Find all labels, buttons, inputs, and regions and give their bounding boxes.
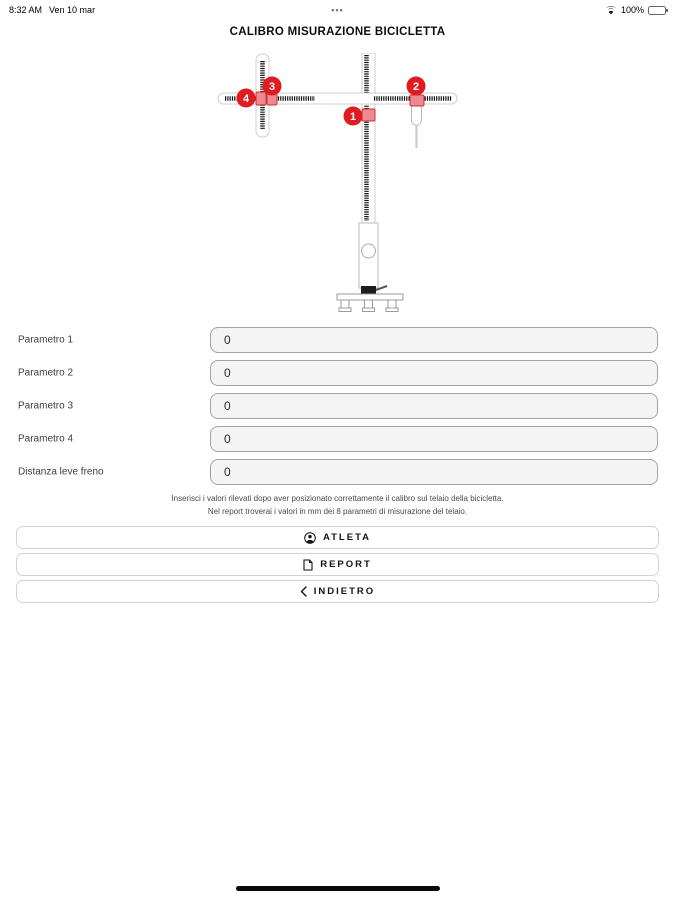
badge-1-number: 1 <box>349 111 357 123</box>
field-label-parametro-4: Parametro 4 <box>18 433 74 445</box>
report-button-label: REPORT <box>320 559 372 570</box>
form-row-distanza-leve-freno <box>0 459 675 485</box>
parametro-2-input[interactable] <box>210 360 658 386</box>
status-bar <box>0 0 675 20</box>
field-label-distanza-leve-freno: Distanza leve freno <box>18 466 104 478</box>
field-label-parametro-1: Parametro 1 <box>18 334 74 346</box>
badge-3-number: 3 <box>268 81 276 93</box>
home-indicator[interactable] <box>236 886 440 891</box>
report-button[interactable] <box>16 553 659 576</box>
indietro-button[interactable] <box>16 580 659 603</box>
battery-percent: 100% <box>620 5 644 15</box>
chevron-left-icon <box>300 586 307 597</box>
caliper-diagram <box>210 53 460 318</box>
parametro-3-input[interactable] <box>210 393 658 419</box>
form-row-parametro-3 <box>0 393 675 419</box>
parametro-1-input[interactable] <box>210 327 658 353</box>
report-document-icon <box>303 559 313 571</box>
indietro-button-label: INDIETRO <box>313 586 376 597</box>
form-row-parametro-2 <box>0 360 675 386</box>
atleta-button[interactable] <box>16 526 659 549</box>
page-title: CALIBRO MISURAZIONE BICICLETTA <box>229 26 446 38</box>
distanza-leve-freno-input[interactable] <box>210 459 658 485</box>
field-label-parametro-3: Parametro 3 <box>18 400 74 412</box>
tripod-base <box>337 294 403 312</box>
atleta-button-label: ATLETA <box>322 532 372 543</box>
action-buttons <box>16 526 659 607</box>
field-label-parametro-2: Parametro 2 <box>18 367 74 379</box>
form-row-parametro-4 <box>0 426 675 452</box>
instructions-line-1: Inserisci i valori rilevati dopo aver posizionato correttamente il calibro sul telaio della bicicletta. <box>171 494 504 503</box>
parametro-4-input[interactable] <box>210 426 658 452</box>
instructions-text <box>0 492 675 518</box>
person-circle-icon <box>304 532 316 544</box>
pole-sleeve <box>359 223 378 288</box>
battery-icon <box>648 6 666 15</box>
badge-4-number: 4 <box>242 93 250 105</box>
wifi-icon <box>605 6 617 15</box>
form-row-parametro-1 <box>0 327 675 353</box>
status-date: Ven 10 mar <box>49 5 96 15</box>
badge-2-number: 2 <box>412 81 420 93</box>
instructions-line-2: Nel report troverai i valori in mm dei 8 parametri di misurazione del telaio. <box>207 507 468 516</box>
status-time: 8:32 AM <box>9 5 43 15</box>
multitasking-dots-icon[interactable]: ••• <box>331 5 344 15</box>
measuring-probe <box>412 103 422 148</box>
